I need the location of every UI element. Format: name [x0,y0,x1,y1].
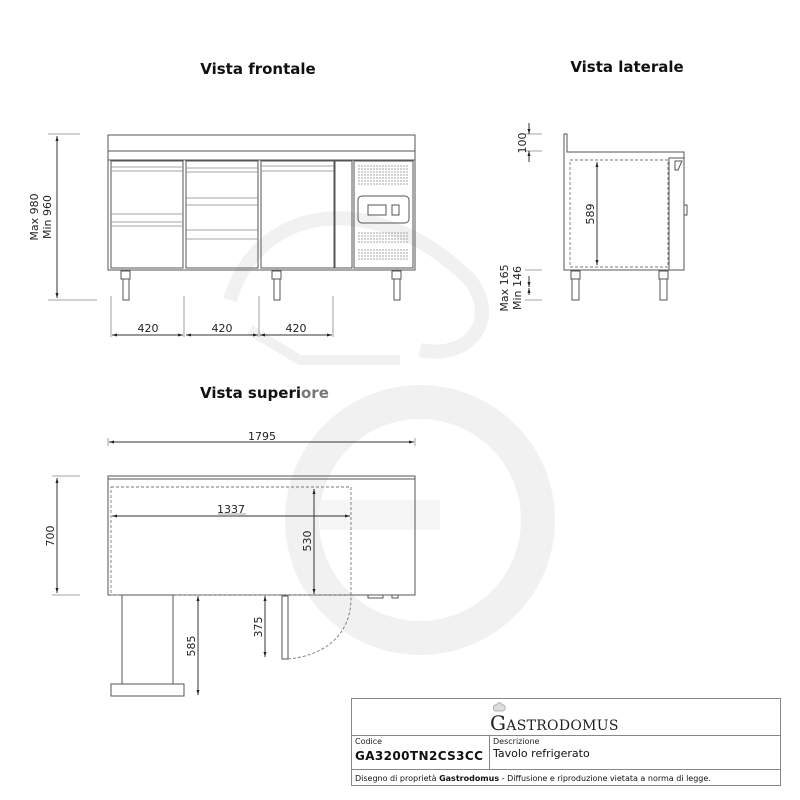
title-block [351,698,781,786]
backsplash-label: 100 [516,132,529,154]
code-value: GA3200TN2CS3CC [355,749,484,763]
brand-name: GASTRODOMUS [490,711,619,735]
inner-height-label: 589 [584,203,597,225]
description-value: Tavolo refrigerato [493,747,590,760]
description-cell [490,736,780,769]
front-height-dimension [28,134,97,300]
drawer-open-label: 585 [185,635,198,657]
brand-logo [352,699,780,736]
code-label: Codice [355,737,383,746]
top-view-title: Vista superiore [200,384,329,402]
height-min-label: Min 960 [41,194,54,240]
display [368,205,386,215]
width-label-1: 420 [137,322,159,335]
inner-depth-label: 530 [301,530,314,552]
legs-max-label: Max 165 [498,264,511,312]
front-grille-top [358,166,409,184]
width-label-2: 420 [211,322,233,335]
width-label-3: 420 [285,322,307,335]
side-dimensions [498,123,597,312]
depth-label: 700 [44,525,57,547]
inner-width-label: 1337 [217,503,245,516]
copyright-notice: Disegno di proprietà Gastrodomus - Diffusione e riproduzione vietata a norma di legge. [355,774,711,783]
code-cell [352,736,490,769]
door-open-label: 375 [252,616,265,638]
watermark-logo [230,218,538,638]
height-max-label: Max 980 [28,193,41,241]
front-view-title: Vista frontale [200,60,316,78]
legs-min-label: Min 146 [511,265,524,311]
front-width-dimensions [111,296,333,337]
side-view-drawing [564,134,687,300]
description-label: Descrizione [493,737,540,746]
total-width-label: 1795 [248,430,276,443]
side-view-title: Vista laterale [570,58,684,76]
